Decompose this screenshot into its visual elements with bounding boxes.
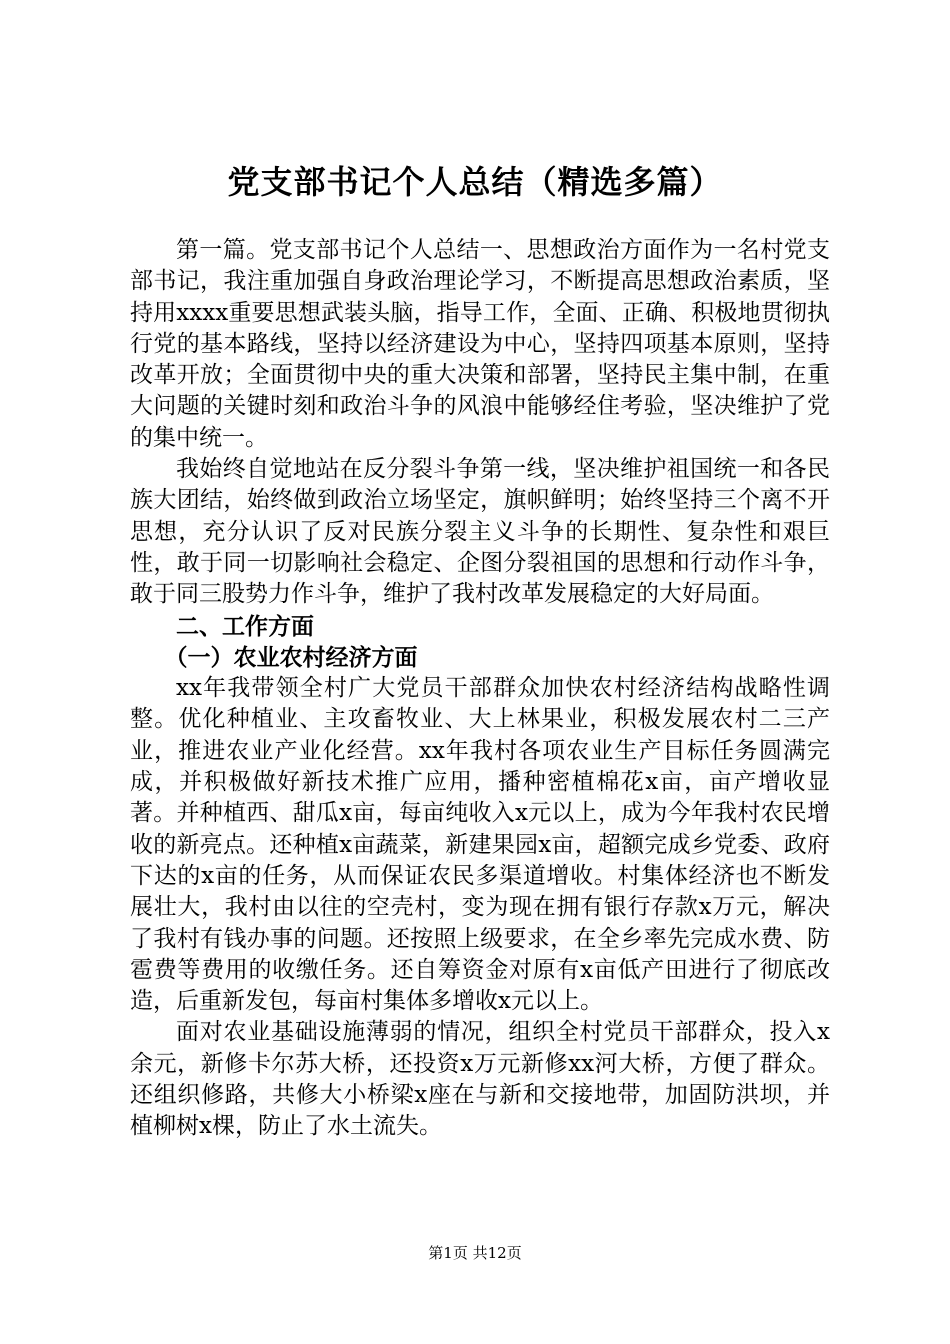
document-body: [130, 235, 830, 1143]
section-heading: 二、工作方面: [176, 612, 314, 640]
paragraph-2: 我始终自觉地站在反分裂斗争第一线，坚决维护祖国统一和各民族大团结，始终做到政治立场坚定，旗帜鲜明；始终坚持三个离不开思想，充分认识了反对民族分裂主义斗争的长期性、复杂性和艰巨性，敢于同一切影响社会稳定、企图分裂祖国的思想和行动作斗争，敢于同三股势力作斗争，维护了我村改革发展稳定的大好局面。: [130, 456, 830, 608]
document-title: 党支部书记个人总结（精选多篇）: [227, 163, 723, 201]
paragraph-4: 面对农业基础设施薄弱的情况，组织全村党员干部群众，投入x余元，新修卡尔苏大桥，还投资x万元新修xx河大桥，方便了群众。还组织修路，共修大小桥梁x座在与新和交接地带，加固防洪坝，并植柳树x棵，防止了水土流失。: [130, 1019, 830, 1140]
page-footer: 第1页 共12页: [428, 1244, 522, 1262]
paragraph-1: 第一篇。党支部书记个人总结一、思想政治方面作为一名村党支部书记，我注重加强自身政治理论学习，不断提高思想政治素质，坚持用xxxx重要思想武装头脑，指导工作，全面、正确、积极地贯彻执行党的基本路线，坚持以经济建设为中心，坚持四项基本原则，坚持改革开放；全面贯彻中央的重大决策和部署，坚持民主集中制，在重大问题的关键时刻和政治斗争的风浪中能够经住考验，坚决维护了党的集中统一。: [130, 237, 830, 451]
paragraph-3: xx年我带领全村广大党员干部群众加快农村经济结构战略性调整。优化种植业、主攻畜牧业、大上林果业，积极发展农村二三产业，推进农业产业化经营。xx年我村各项农业生产目标任务圆满完成，并积极做好新技术推广应用，播种密植棉花x亩，亩产增收显著。并种植西、甜瓜x亩，每亩纯收入x元以上，成为今年我村农民增收的新亮点。还种植x亩蔬菜，新建果园x亩，超额完成乡党委、政府下达的x亩的任务，从而保证农民多渠道增收。村集体经济也不断发展壮大，我村由以往的空壳村，变为现在拥有银行存款x万元，解决了我村有钱办事的问题。还按照上级要求，在全乡率先完成水费、防雹费等费用的收缴任务。还自筹资金对原有x亩低产田进行了彻底改造，后重新发包，每亩村集体多增收x元以上。: [130, 675, 830, 1015]
subsection-heading: （一）农业农村经济方面: [164, 643, 418, 671]
